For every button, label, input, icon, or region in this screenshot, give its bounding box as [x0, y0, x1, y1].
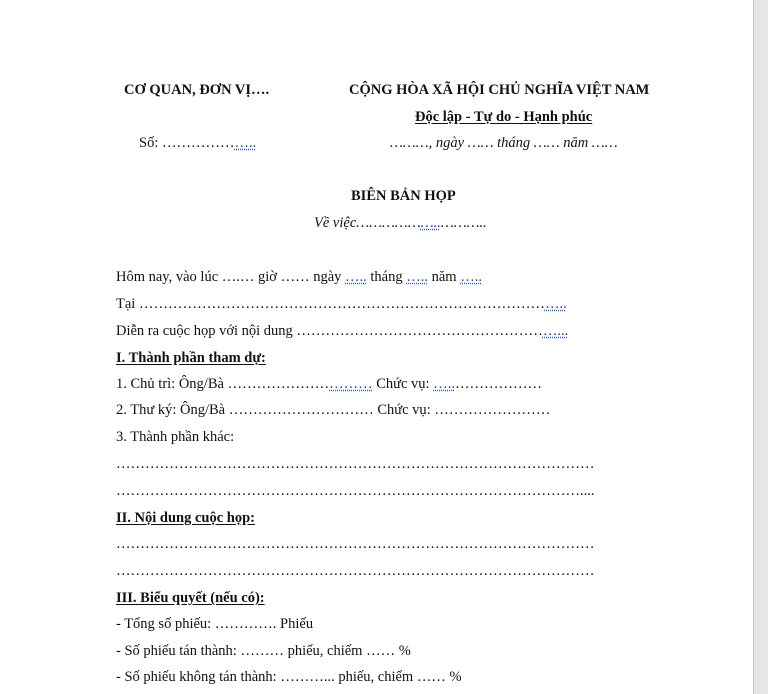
disagree-votes-line: - Số phiếu không tán thành: ………... phiếu, chiếm …… % [116, 669, 462, 685]
dotted-line: ……………………………………………………………………………………… [116, 536, 595, 552]
day-field: ….. [345, 269, 367, 285]
document-number [139, 135, 256, 152]
document-title: BIÊN BẢN HỌP [351, 188, 456, 204]
date-line: ………, ngày …… tháng …… năm …… [390, 135, 618, 151]
content-text: Diễn ra cuộc họp với nội dung …………………………………………… [116, 323, 543, 339]
dotted-line: ……………………………………………………………………………………… [116, 563, 595, 579]
time-line [116, 269, 482, 286]
window-gutter [754, 0, 768, 694]
subject-prefix: Về việc…………… [314, 215, 421, 231]
dotted-line: ……………………………………………………………………………………… [116, 456, 595, 472]
year-field: ….. [460, 269, 482, 285]
section-2-heading: II. Nội dung cuộc họp: [116, 510, 255, 526]
total-votes-line: - Tổng số phiếu: …………. Phiếu [116, 616, 314, 632]
section-3-heading: III. Biểu quyết (nếu có): [116, 590, 265, 606]
section-1-heading: I. Thành phần tham dự: [116, 350, 266, 366]
subject-suffix: ……….. [440, 215, 487, 231]
chair-position-label: Chức vụ: [372, 376, 434, 392]
month-field: ….. [406, 269, 428, 285]
place-field: ….. [544, 296, 567, 312]
place-line [116, 296, 567, 313]
agency-name: CƠ QUAN, ĐƠN VỊ…. [124, 82, 270, 98]
month-label: tháng [366, 269, 407, 285]
chair-position-field: ….. [433, 376, 455, 392]
chair-line [116, 376, 542, 393]
subject-mid: ….. [420, 215, 441, 231]
chair-position-dots: ……………… [454, 376, 542, 392]
republic-name: CỘNG HÒA XÃ HỘI CHỦ NGHĨA VIỆT NAM [349, 82, 650, 98]
content-line [116, 323, 568, 340]
time-text: Hôm nay, vào lúc ….… giờ …… ngày [116, 269, 346, 285]
content-field: …... [542, 323, 569, 339]
secretary-line: 2. Thư ký: Ông/Bà ………………………… Chức vụ: …………………… [116, 402, 551, 418]
chair-text: 1. Chủ trì: Ông/Bà ………………… [116, 376, 330, 392]
number-suffix: ….. [234, 135, 257, 151]
national-motto: Độc lập - Tự do - Hạnh phúc [415, 109, 593, 125]
subject-line [314, 215, 487, 232]
place-text: Tại ………………………………………………………………………… [116, 296, 545, 312]
chair-field: ……… [329, 376, 373, 392]
year-label: năm [428, 269, 461, 285]
other-attendees-label: 3. Thành phần khác: [116, 429, 235, 445]
dotted-line: …………………………………………………………………………………….... [116, 483, 595, 499]
number-prefix: Số: …………… [139, 135, 235, 151]
agree-votes-line: - Số phiếu tán thành: ……… phiếu, chiếm …… % [116, 643, 411, 659]
